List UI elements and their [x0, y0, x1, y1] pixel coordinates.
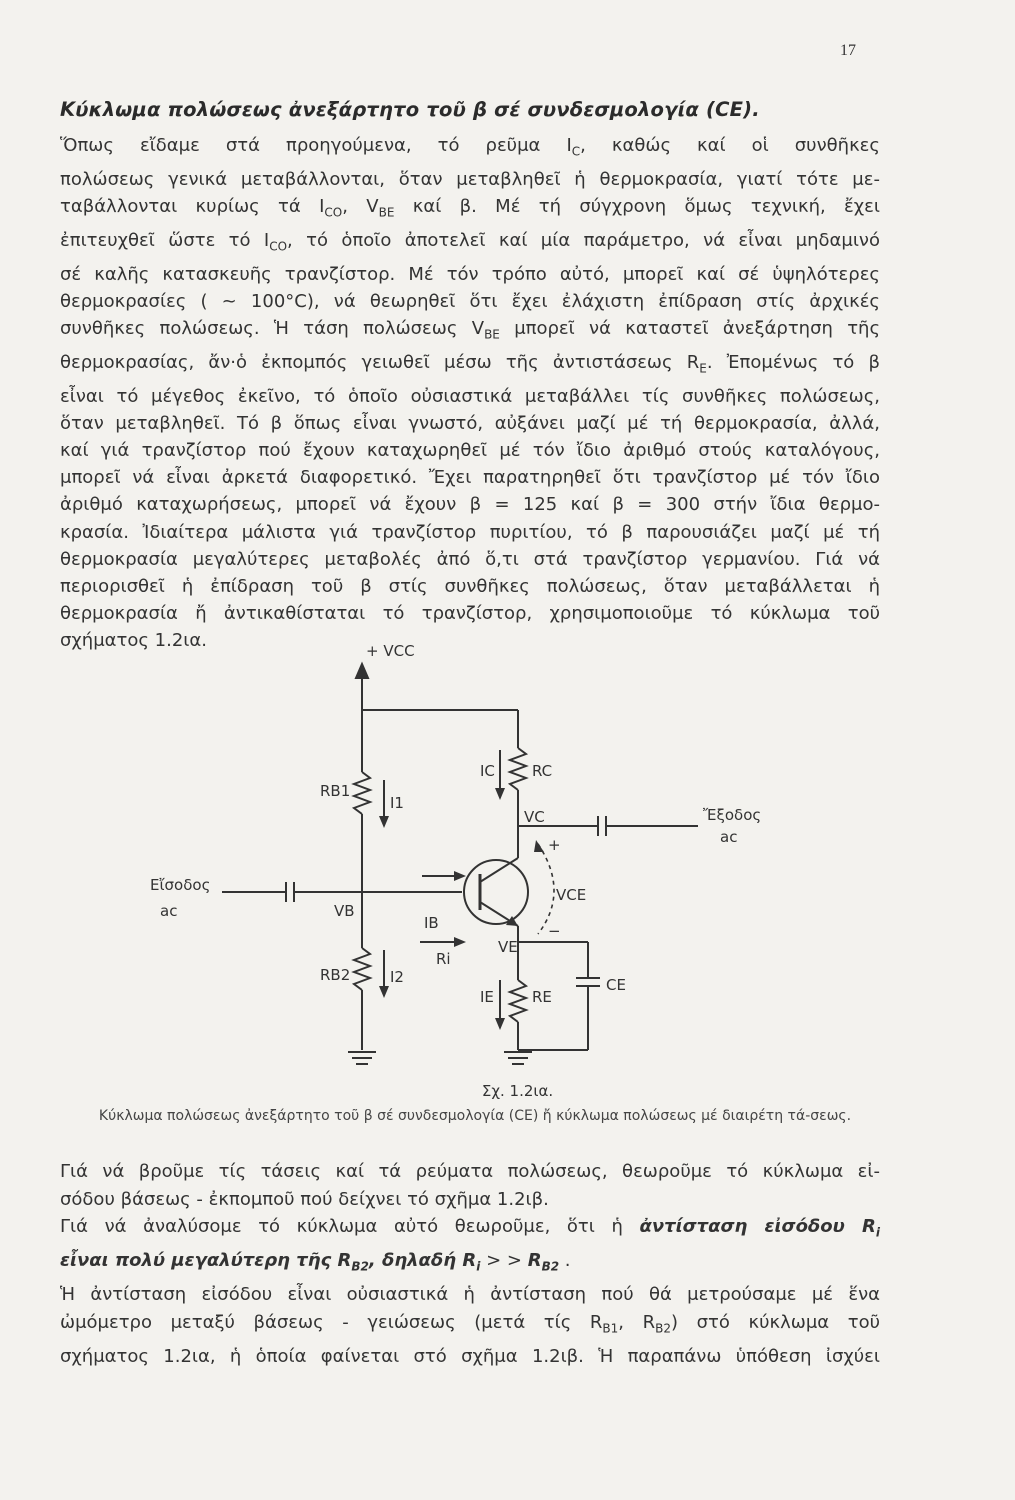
p1-line-14: κρασία. Ἰδιαίτερα μάλιστα γιά τρανζίστορ πυριτίου, τό β παρουσιάζει μαζί μέ τή [60, 521, 880, 543]
re-resistor [510, 980, 526, 1022]
p2-line-4-bold: εἶναι πολύ μεγαλύτερη τῆς R [60, 1250, 352, 1272]
p1-line-15: θερμοκρασία μεγαλύτερες μεταβολές ἀπό ὅ,τι στά τρανζίστορ γερμανίου. Γιά νά [60, 548, 880, 570]
input-label: Εἴσοδος [150, 876, 211, 894]
vc-plus: + [548, 836, 561, 854]
ri-label: Ri [436, 950, 451, 968]
rb1-resistor [354, 772, 370, 814]
p1-line-11: καί γιά τρανζίστορ πού ἔχουν καταχωρηθεῖ μέ τόν ἴδιο ἀριθμό στούς καταλόγους, [60, 440, 880, 461]
p2-line-3-bold: ἀντίσταση εἰσόδου R [639, 1216, 876, 1237]
p2-line-3-plain: Γιά νά ἀναλύσομε τό κύκλωμα αὐτό θεωροῦμε, ὅτι ἡ [60, 1216, 623, 1237]
p1-line-18: σχήματος 1.2ια. [60, 630, 207, 652]
p1-line-6: θερμοκρασίες ( ~ 100°C), νά θεωρηθεῖ ὅτι ἔχει ἐλάχιστη ἐπίδραση στίς ἀρχικές [60, 290, 880, 312]
p2-line-7: σχήματος 1.2ια, ἡ ὁποία φαίνεται στό σχῆμα 1.2ιβ. Ἡ παραπάνω ὑπόθεση ἰσχύει [60, 1345, 880, 1367]
circuit-diagram [140, 630, 762, 1080]
p1-line-2: πολώσεως γενικά μεταβάλλονται, ὅταν μεταβληθεῖ ἡ θερμοκρασία, γιατί τότε με- [60, 168, 880, 190]
p2-line-4-bold2: , δηλαδή R [368, 1250, 477, 1272]
p1-line-3: ταβάλλονται κυρίως τά $I_{CO}$, $V_{BE}$ καί β. Μέ τή σύγχρονη ὅμως τεχνική, ἔχει [60, 196, 880, 220]
p1-line-5: σέ καλῆς κατασκευῆς τρανζίστορ. Μέ τόν τρόπο αὐτό, μπορεῖ καί σέ ὑψηλότερες [60, 263, 880, 285]
vce-label: VCE [556, 886, 587, 904]
ve-label: VE [498, 938, 518, 956]
vb-label: VB [334, 902, 355, 920]
p1-line-7: συνθῆκες πολώσεως. Ἡ τάση πολώσεως $V_{BE}$ μπορεῖ νά καταστεῖ ἀνεξάρτηση τῆς [60, 318, 881, 342]
p2-line-3: Γιά νά ἀναλύσομε τό κύκλωμα αὐτό θεωροῦμε, ὅτι ἡ ἀντίσταση εἰσόδου $R_i$ [60, 1216, 880, 1240]
p1-line-13: ἀριθμό καταχωρήσεως, μπορεῖ νά ἔχουν β = 125 καί β = 300 στήν ἴδια θερμο- [60, 494, 880, 516]
section-title: Κύκλωμα πολώσεως ἀνεξάρτητο τοῦ β σέ συνδεσμολογία (CE). [60, 98, 760, 121]
output-label: Ἔξοδος [703, 806, 762, 824]
p1-line-8: θερμοκρασίας, ἄν·ὁ ἐκπομπός γειωθεῖ μέσω τῆς ἀντιστάσεως $R_E$. Ἐπομένως τό β [60, 351, 880, 376]
input-ac-label: ac [160, 902, 178, 920]
p1-line-17: θερμοκρασία ἤ ἀντικαθίσταται τό τρανζίστορ, χρησιμοποιοῦμε τό κύκλωμα τοῦ [60, 603, 880, 625]
vce-arc [538, 844, 554, 934]
vc-label: VC [524, 808, 545, 826]
rb2-label: RB2 [320, 966, 351, 984]
page-number: 17 [840, 42, 856, 59]
vcc-arrow [356, 664, 368, 678]
p1-line-12: μπορεῖ νά εἶναι ἀρκετά διαφορετικό. Ἔχει παρατηρηθεῖ ὅτι τρανζίστορ μέ τόν ἴδιο [60, 467, 880, 489]
output-ac-label: ac [720, 828, 738, 846]
i2-label: I2 [390, 968, 404, 986]
ie-label: IE [480, 988, 494, 1006]
ic-label: IC [480, 762, 495, 780]
p1-line-16: περιορισθεῖ ἡ ἐπίδραση τοῦ β στίς συνθῆκες πολώσεως, ὅταν μεταβάλλεται ἡ [60, 576, 880, 598]
figure-label: Σχ. 1.2ια. [481, 1082, 554, 1100]
transistor [464, 860, 528, 924]
rb2-resistor [354, 948, 370, 990]
re-label: RE [532, 988, 552, 1006]
i1-label: I1 [390, 794, 404, 812]
p2-line-6: ὠμόμετρο μεταξύ βάσεως - γειώσεως (μετά τίς $R_{B1}$, $R_{B2}$) στό κύκλωμα τοῦ [60, 1311, 881, 1336]
rc-resistor [510, 748, 526, 790]
p2-line-4: εἶναι πολύ μεγαλύτερη τῆς $R_{B2}$, δηλαδή $R_i$ > > $R_{B2}$ . [60, 1250, 571, 1274]
p1-line-10: ὅταν μεταβληθεῖ. Τό β ὅπως εἶναι γνωστό, αὐξάνει μαζί μέ τή θερμοκρασία, ἀλλά, [60, 412, 880, 434]
ve-minus: − [548, 922, 561, 940]
p2-line-5: Ἡ ἀντίσταση εἰσόδου εἶναι οὐσιαστικά ἡ ἀντίσταση πού θά μετρούσαμε μέ ἕνα [60, 1284, 880, 1306]
vcc-label: + VCC [366, 642, 415, 660]
p1-line-9: εἶναι τό μέγεθος ἐκεῖνο, τό ὁποῖο οὐσιαστικά μεταβάλλει τίς συνθῆκες πολώσεως, [60, 385, 880, 407]
figure-caption: Κύκλωμα πολώσεως ἀνεξάρτητο τοῦ β σέ συνδεσμολογία (CE) ἤ κύκλωμα πολώσεως μέ διαιρέτη τά-σεως. [98, 1108, 852, 1124]
ce-label: CE [606, 976, 626, 994]
rb1-label: RB1 [320, 782, 351, 800]
p1-line-1: Ὅπως εἴδαμε στά προηγούμενα, τό ρεῦμα $I_C$, καθώς καί οἱ συνθῆκες [60, 135, 880, 159]
p2-line-1: Γιά νά βροῦμε τίς τάσεις καί τά ρεύματα πολώσεως, θεωροῦμε τό κύκλωμα εἰ- [60, 1161, 880, 1182]
paragraph-2 [60, 1158, 880, 1370]
p1-line-4: ἐπιτευχθεῖ ὥστε τό $I_{CO}$, τό ὁποῖο ἀποτελεῖ καί μία παράμετρο, νά εἶναι μηδαμινό [60, 229, 880, 254]
paragraph-1 [60, 132, 880, 655]
p2-line-2: σόδου βάσεως - ἐκπομποῦ πού δείχνει τό σχῆμα 1.2ιβ. [60, 1188, 549, 1210]
ib-label: IB [424, 914, 439, 932]
rc-label: RC [532, 762, 553, 780]
